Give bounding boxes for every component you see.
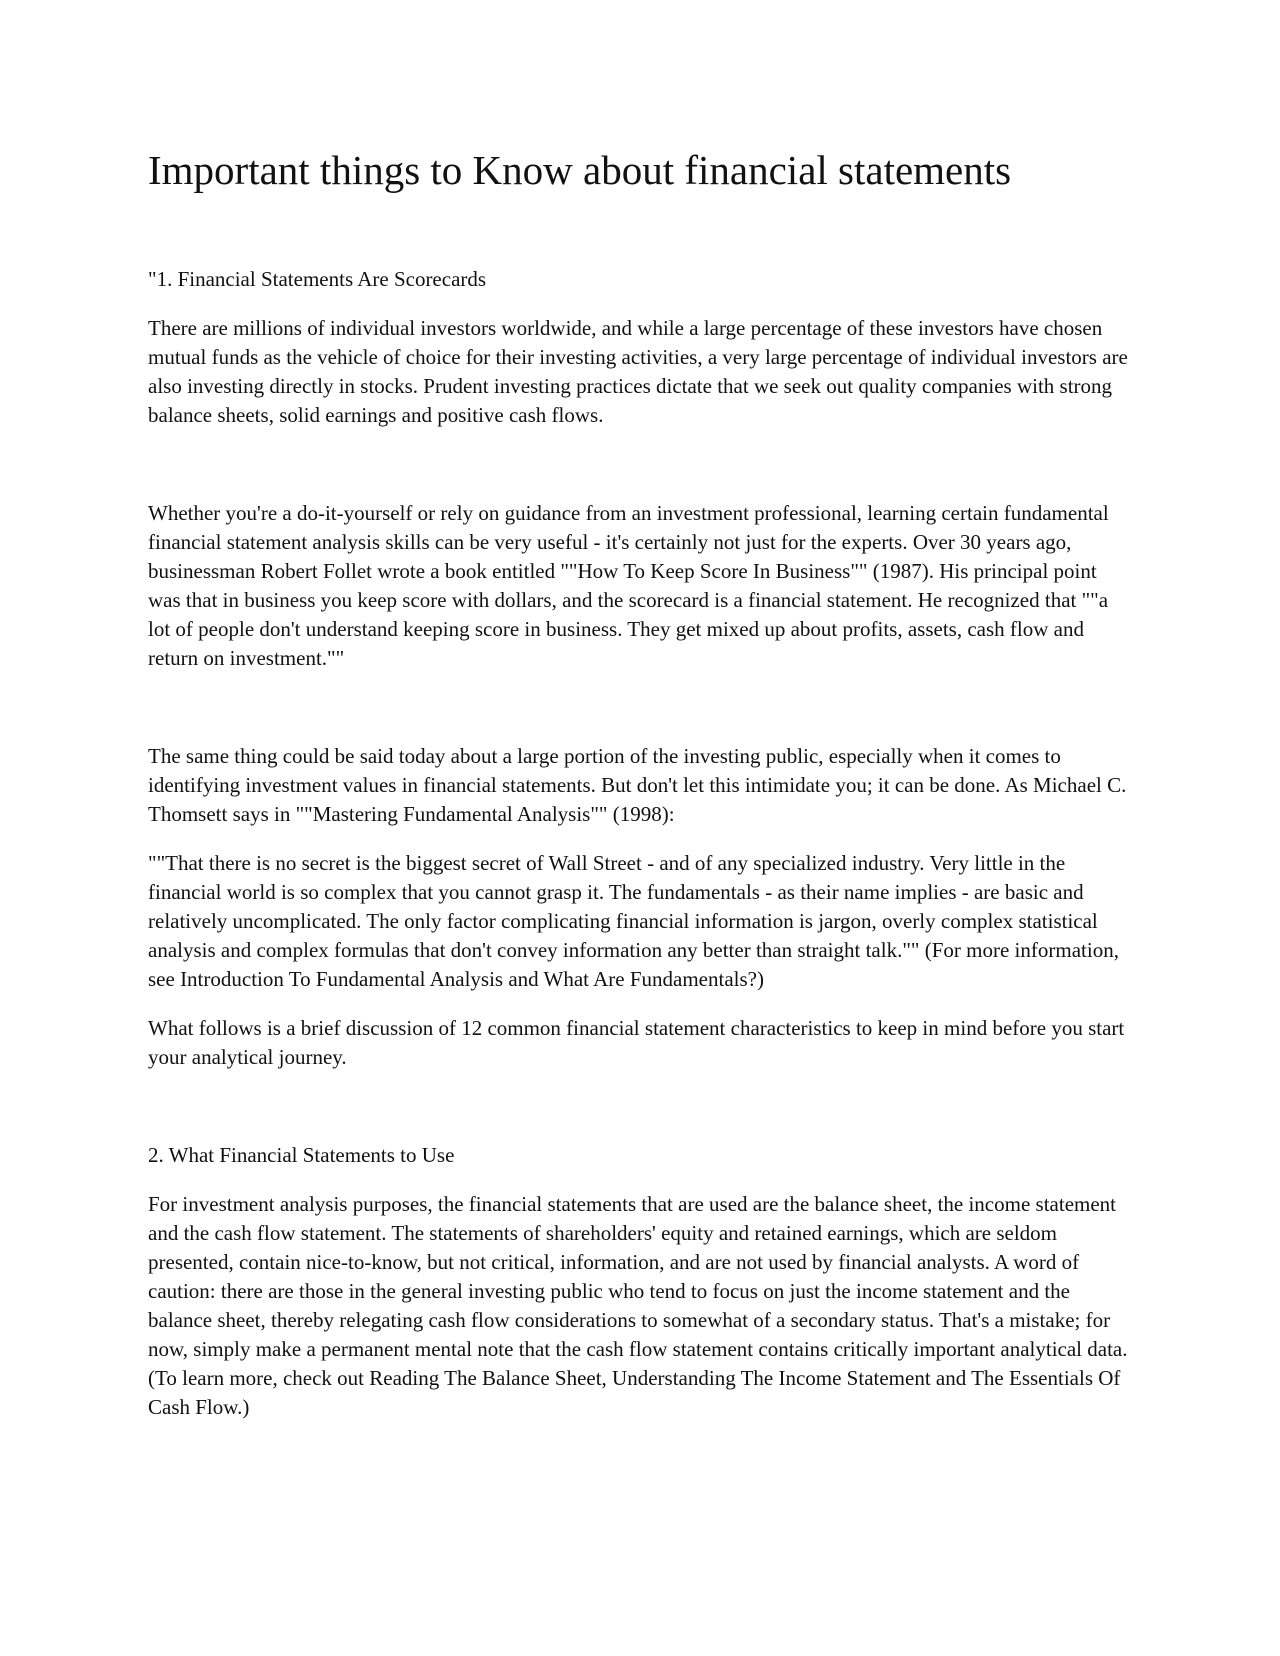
- paragraph-follet: Whether you're a do-it-yourself or rely on guidance from an investment professional, learning certain fundamental financial statement analysis skills can be very useful - it's certainly not just for the experts. Over 30 years ago, businessman Robert Follet wrote a book entitled ""How To Keep Score In Business"" (1987). His principal point was that in business you keep score with dollars, and the scorecard is a financial statement. He recognized that ""a lot of people don't understand keeping score in business. They get mixed up about profits, assets, cash flow and return on investment."": [148, 501, 1109, 670]
- paragraph-investing-public: The same thing could be said today about a large portion of the investing public, especially when it comes to identifying investment values in financial statements. But don't let this intimidate you; it can be done. As Michael C. Thomsett says in ""Mastering Fundamental Analysis"" (1998):: [148, 744, 1127, 826]
- spacer: [148, 1092, 1133, 1141]
- section-heading-scorecards: "1. Financial Statements Are Scorecards: [148, 267, 487, 291]
- spacer: [148, 450, 1133, 499]
- document-body: [148, 144, 1133, 1442]
- section-heading-what-statements: 2. What Financial Statements to Use: [148, 1143, 455, 1167]
- paragraph-investment-analysis: For investment analysis purposes, the financial statements that are used are the balance sheet, the income statement and the cash flow statement. The statements of shareholders' equity and retained earnings, which are seldom presented, contain nice-to-know, but not critical, information, and are not used by financial analysts. A word of caution: there are those in the general investing public who tend to focus on just the income statement and the balance sheet, thereby relegating cash flow considerations to somewhat of a secondary status. That's a mistake; for now, simply make a permanent mental note that the cash flow statement contains critically important analytical data. (To learn more, check out Reading The Balance Sheet, Understanding The Income Statement and The Essentials Of Cash Flow.): [148, 1192, 1128, 1419]
- paragraph-quote-thomsett: ""That there is no secret is the biggest secret of Wall Street - and of any specialized industry. Very little in the financial world is so complex that you cannot grasp it. The fundamentals - as their name implies - are basic and relatively uncomplicated. The only factor complicating financial information is jargon, overly complex statistical analysis and complex formulas that don't convey information any better than straight talk."" (For more information, see Introduction To Fundamental Analysis and What Are Fundamentals?): [148, 851, 1119, 991]
- paragraph-investors: There are millions of individual investors worldwide, and while a large percentage of these investors have chosen mutual funds as the vehicle of choice for their investing activities, a very large percentage of individual investors are also investing directly in stocks. Prudent investing practices dictate that we seek out quality companies with strong balance sheets, solid earnings and positive cash flows.: [148, 316, 1128, 427]
- document-title: Important things to Know about financial statements: [148, 147, 1012, 193]
- paragraph-brief-discussion: What follows is a brief discussion of 12 common financial statement characteristics to keep in mind before you start your analytical journey.: [148, 1016, 1125, 1069]
- spacer: [148, 693, 1133, 742]
